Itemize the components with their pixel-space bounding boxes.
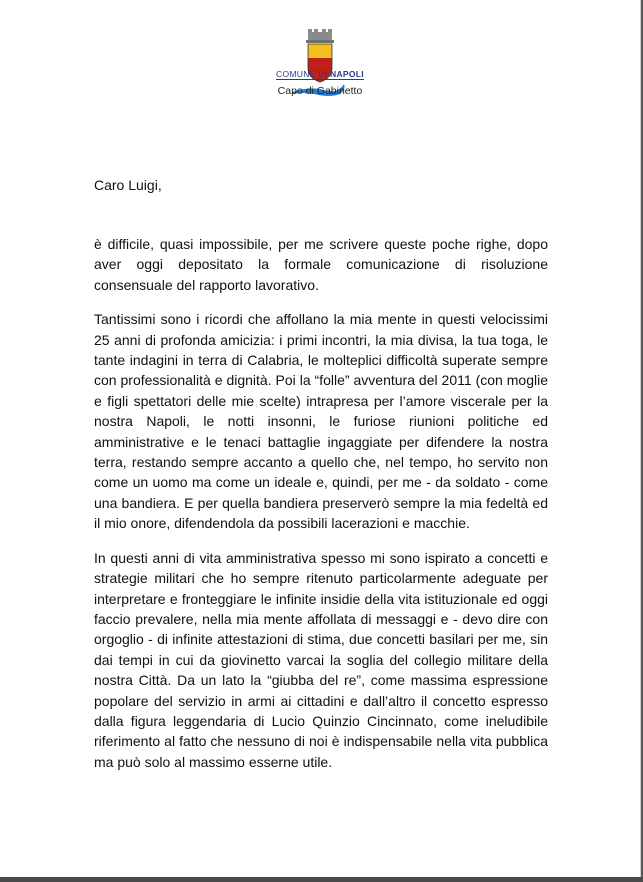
- org-prefix: COMUNE DI: [276, 69, 328, 79]
- letter-body: [94, 234, 548, 786]
- crown-icon: [306, 29, 334, 43]
- office-title: Capo di Gabinetto: [277, 85, 363, 97]
- paragraph-3: In questi anni di vita amministrativa spesso mi sono ispirato a concetti e strategie militari che ho sempre ritenuto particolarmente adeguate per interpretare e fronteggiare le infinite insidie della vita istituzionale ed oggi faccio prevalere, nella mia mente affollata di messaggi e - devo dire con orgoglio - di infinite attestazioni di stima, due concetti basilari per me, sin dai tempi in cui da giovinetto varcai la soglia del collegio militare della nostra Città. Da un lato la “giubba del re”, come massima espressione popolare del servizio in armi ai cittadini e dall’altro il concetto espresso dalla figura leggendaria di Lucio Quinzio Cincinnato, come ineludibile riferimento al fatto che nessuno di noi è indispensabile nella vita pubblica ma può solo al massimo esserne utile.: [94, 549, 548, 770]
- paragraph-1: è difficile, quasi impossibile, per me scrivere queste poche righe, dopo aver oggi depositato la formale comunicazione di risoluzione consensuale del rapporto lavorativo.: [94, 236, 548, 293]
- viewer-background: [0, 877, 643, 882]
- organization-name: [0, 69, 640, 80]
- salutation: Caro Luigi,: [94, 177, 162, 193]
- org-city: NAPOLI: [330, 69, 364, 79]
- paragraph-2: Tantissimi sono i ricordi che affollano la mia mente in questi velocissimi 25 anni di profonda amicizia: i primi incontri, la mia divisa, la tua toga, le tante indagini in terra di Calabria, le molteplici difficoltà superate sempre con professionalità e dignità. Poi la “folle” avventura del 2011 (con moglie e figli spettatori delle mie scelte) intrapresa per l’amore viscerale per la nostra Napoli, le notti insonni, le furiose riunioni politiche ed amministrative e le tenaci battaglie ingaggiate per difendere la nostra terra, restando sempre accanto a quello che, nel tempo, ho servito non come un uomo ma come un ideale e, quindi, per me - da soldato - come una bandiera. E per quella bandiera preserverò sempre la mia fedeltà ed il mio onore, difendendola da possibili lacerazioni e macchie.: [94, 311, 548, 532]
